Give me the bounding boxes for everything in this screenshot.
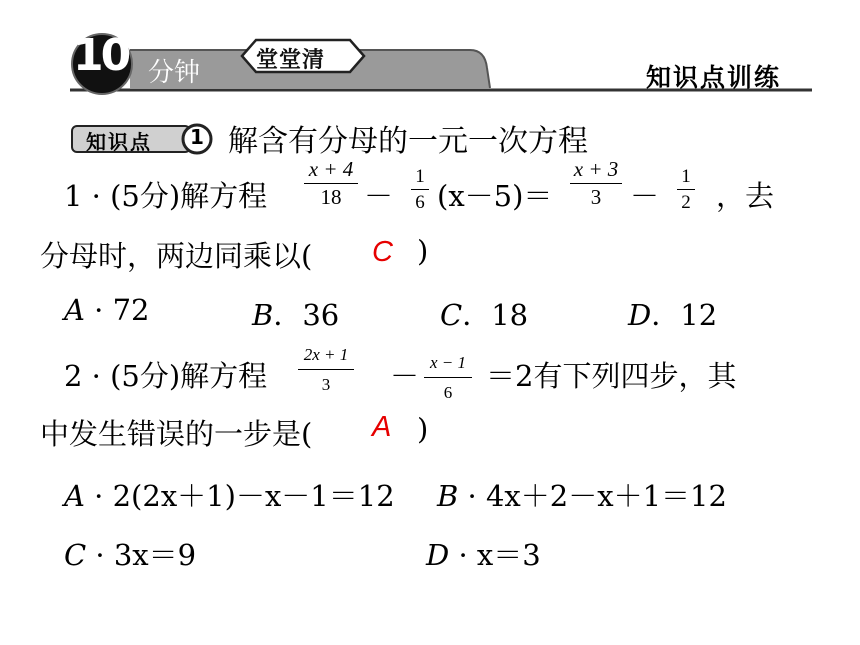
q2-answer: A [372, 411, 392, 443]
section-num: 1 [190, 125, 204, 149]
q1-fraction-1 [304, 159, 358, 208]
q1-option-a: A · 72 [64, 293, 150, 327]
q1-f1-num: x + 4 [308, 157, 354, 181]
q1-tail: ，去 [716, 179, 775, 213]
q2-prefix: 2 · (5分)解方程 [64, 359, 268, 393]
q1-line-2: 分母时，两边同乘以( [40, 239, 313, 273]
q1-answer: C [372, 236, 393, 268]
section-title: 解含有分母的一元一次方程 [228, 124, 588, 159]
q1-option-b: B．36 [252, 298, 340, 332]
q1-f3-num: x + 3 [573, 157, 619, 181]
q2-line-2: 中发生错误的一步是( [40, 417, 313, 451]
q1-f3-den: 3 [590, 185, 602, 209]
q2-option-b: B · 4x＋2－x＋1＝12 [437, 479, 727, 513]
q2-f2-den: 6 [443, 383, 453, 402]
header-minutes: 分钟 [148, 58, 201, 88]
header-right-title: 知识点训练 [646, 63, 782, 92]
q1-fraction-3 [570, 159, 622, 208]
q1-option-d: D．12 [628, 298, 718, 332]
q1-close: ) [417, 234, 429, 268]
header-number: 10 [73, 30, 129, 81]
q2-f1-den: 3 [321, 375, 331, 394]
q1-f4-num: 1 [681, 166, 691, 187]
q2-close: ) [417, 412, 429, 446]
q1-mid: (x－5)＝ [437, 179, 553, 213]
q2-option-a: A · 2(2x＋1)－x－1＝12 [64, 479, 395, 513]
q1-fraction-4 [677, 167, 695, 212]
q2-tail: ＝2有下列四步，其 [486, 359, 737, 393]
q2-f1-num: 2x + 1 [303, 345, 349, 364]
q1-f1-den: 18 [320, 185, 342, 209]
q1-fraction-2 [411, 167, 429, 212]
q2-option-d: D · x＝3 [426, 538, 541, 572]
q2-option-c: C · 3x＝9 [64, 538, 197, 572]
q1-minus-2: － [630, 179, 660, 213]
q2-minus: － [390, 359, 420, 393]
q2-fraction-1 [298, 346, 354, 393]
q2-f2-num: x − 1 [429, 353, 467, 372]
header-badge: 堂堂清 [256, 48, 326, 73]
q1-f2-num: 1 [415, 166, 425, 187]
q2-fraction-2 [424, 354, 472, 401]
q1-f4-den: 2 [681, 192, 691, 213]
q1-option-c: C．18 [440, 298, 529, 332]
q1-f2-den: 6 [415, 192, 425, 213]
section-tag: 知识点 [86, 130, 152, 154]
q1-prefix: 1 · (5分)解方程 [64, 179, 268, 213]
q1-minus-1: － [364, 179, 394, 213]
